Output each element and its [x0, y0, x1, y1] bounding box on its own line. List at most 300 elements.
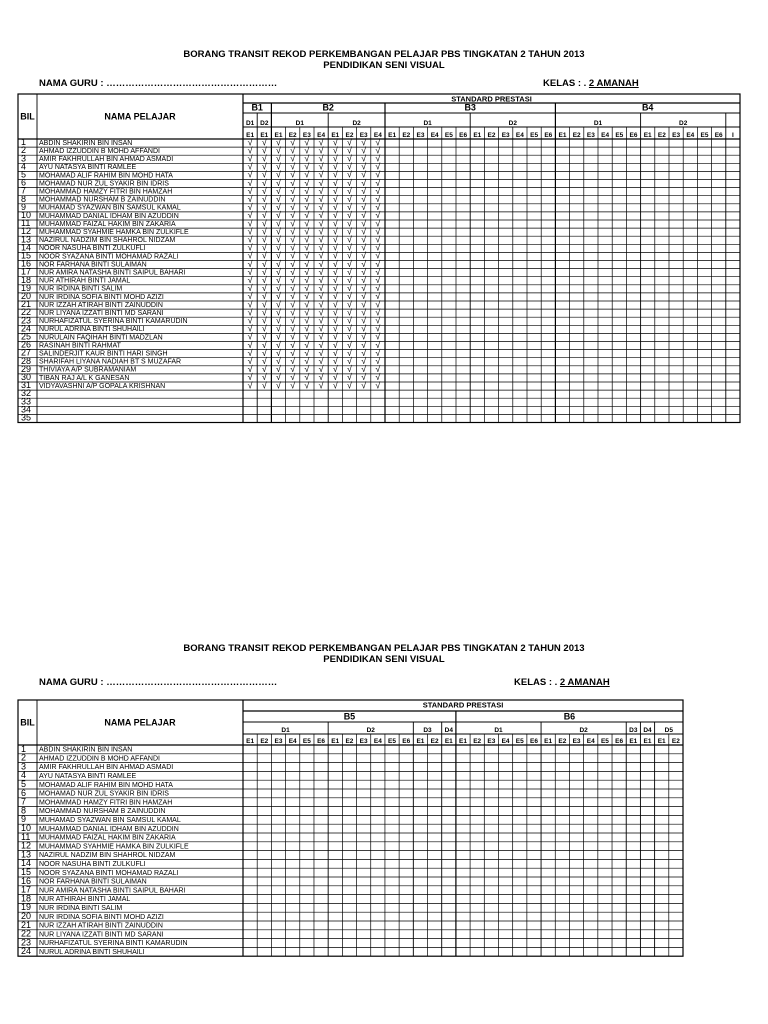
evidence-label-e3: E3: [586, 132, 595, 139]
row-number: 35: [21, 412, 32, 423]
tick-mark: √: [247, 356, 253, 366]
tick-mark: √: [347, 210, 352, 221]
row-number: 12: [21, 226, 32, 237]
tick-mark: √: [290, 291, 296, 302]
band-label-b1: B1: [251, 102, 263, 113]
student-name: NURUL ADRINA BINTI SHUHAILI: [39, 326, 145, 334]
teacher-name-field: NAMA GURU : ………………………………………………: [39, 78, 278, 89]
evidence-label-e6: E6: [714, 132, 723, 139]
bil-header: BIL: [20, 111, 35, 122]
tick-mark: √: [332, 291, 338, 302]
tick-mark: √: [261, 339, 267, 350]
bil-header: BIL: [20, 717, 35, 728]
tick-mark: √: [375, 210, 381, 221]
tick-mark: √: [361, 161, 367, 172]
evidence-label-e3: E3: [302, 132, 311, 139]
evidence-label-e6: E6: [317, 738, 326, 745]
student-name: MOHAMAD NUR ZUL SYAKIR BIN IDRIS: [39, 180, 169, 188]
tick-mark: √: [247, 194, 253, 204]
tick-mark: √: [290, 323, 296, 334]
tick-mark: √: [375, 234, 381, 245]
tick-mark: √: [261, 194, 267, 204]
tick-mark: √: [304, 153, 310, 164]
tick-mark: √: [332, 250, 338, 261]
row-number: 1: [21, 137, 27, 148]
row-number: 15: [21, 867, 32, 877]
band-label-b4: B4: [641, 102, 654, 113]
tick-mark: √: [332, 299, 338, 310]
tick-mark: √: [290, 169, 296, 180]
student-name: MUHAMMAD DANIAL IDHAM BIN AZUDDIN: [39, 212, 179, 220]
tick-mark: √: [332, 137, 338, 148]
tick-mark: √: [332, 331, 338, 342]
row-number: 19: [21, 902, 32, 913]
row-number: 6: [21, 787, 27, 798]
tick-mark: √: [318, 315, 324, 326]
tick-mark: √: [332, 194, 338, 204]
tick-mark: √: [261, 315, 267, 326]
descriptor-label-d2: D2: [366, 727, 375, 734]
row-number: 31: [21, 380, 32, 391]
evidence-label-e5: E5: [530, 132, 539, 139]
tick-mark: √: [247, 331, 253, 342]
tick-mark: √: [318, 194, 324, 204]
band-label-b6: B6: [563, 711, 576, 722]
tick-mark: √: [318, 250, 324, 261]
row-number: 19: [21, 282, 32, 293]
tick-mark: √: [375, 315, 381, 326]
tick-mark: √: [347, 275, 352, 285]
row-number: 6: [21, 177, 27, 188]
tick-mark: √: [347, 250, 352, 261]
tick-mark: √: [375, 185, 381, 196]
row-number: 33: [21, 396, 32, 407]
student-name: NUR IRDINA SOFIA BINTI MOHD AZIZI: [39, 913, 164, 921]
tick-mark: √: [304, 331, 310, 342]
tick-mark: √: [247, 307, 253, 318]
tick-mark: √: [347, 372, 352, 383]
tick-mark: √: [347, 258, 352, 269]
tick-mark: √: [332, 177, 338, 188]
tick-mark: √: [332, 202, 338, 213]
row-number: 22: [21, 307, 32, 318]
tick-mark: √: [375, 291, 381, 302]
tick-mark: √: [290, 258, 296, 269]
evidence-label-e3: E3: [487, 738, 496, 745]
tick-mark: √: [290, 315, 296, 326]
tick-mark: √: [247, 185, 253, 196]
tick-mark: √: [304, 210, 310, 221]
tick-mark: √: [318, 331, 324, 342]
tick-mark: √: [347, 177, 352, 188]
student-name: NUR IZZAH ATIRAH BINTI ZAINUDDIN: [39, 922, 163, 930]
tick-mark: √: [361, 275, 367, 285]
evidence-label-e4: E4: [515, 132, 524, 139]
tick-mark: √: [261, 145, 267, 156]
tick-mark: √: [290, 234, 296, 245]
tick-mark: √: [276, 291, 281, 302]
evidence-label-e5: E5: [600, 738, 609, 745]
tick-mark: √: [361, 250, 367, 261]
evidence-label-e5: E5: [615, 132, 624, 139]
row-number: 8: [21, 193, 27, 204]
tick-mark: √: [276, 185, 281, 196]
tick-mark: √: [361, 169, 367, 180]
tick-mark: √: [290, 331, 296, 342]
tick-mark: √: [276, 145, 281, 156]
tick-mark: √: [290, 347, 296, 358]
tick-mark: √: [304, 161, 310, 172]
tick-mark: √: [261, 210, 267, 221]
tick-mark: √: [290, 177, 296, 188]
evidence-label-e5: E5: [302, 738, 311, 745]
evidence-label-e3: E3: [359, 132, 368, 139]
tick-mark: √: [318, 347, 324, 358]
tick-mark: √: [375, 202, 381, 213]
evidence-label-e4: E4: [501, 738, 510, 745]
row-number: 28: [21, 355, 32, 366]
tick-mark: √: [290, 161, 296, 172]
row-number: 18: [21, 274, 32, 285]
record-table: [0, 92, 768, 552]
tick-mark: √: [261, 258, 267, 269]
student-name: MUHAMMAD SYAHMIE HAMKA BIN ZULKIFLE: [39, 843, 189, 851]
tick-mark: √: [290, 275, 296, 285]
evidence-label-i: I: [731, 132, 734, 139]
evidence-label-e3: E3: [416, 132, 425, 139]
tick-mark: √: [347, 226, 352, 237]
tick-mark: √: [318, 339, 324, 350]
tick-mark: √: [332, 275, 338, 285]
student-name: MOHAMAD NUR ZUL SYAKIR BIN IDRIS: [39, 790, 169, 798]
tick-mark: √: [290, 145, 296, 156]
tick-mark: √: [276, 307, 281, 318]
tick-mark: √: [261, 242, 267, 253]
tick-mark: √: [375, 250, 381, 261]
student-name: NOOR NASUHA BINTI ZULKUFLI: [39, 861, 146, 868]
tick-mark: √: [318, 364, 324, 375]
tick-mark: √: [361, 177, 367, 188]
tick-mark: √: [276, 226, 281, 237]
tick-mark: √: [347, 356, 352, 366]
tick-mark: √: [347, 242, 352, 253]
row-number: 17: [21, 266, 32, 277]
tick-mark: √: [304, 194, 310, 204]
tick-mark: √: [290, 372, 296, 383]
student-name: AMIR FAKHRULLAH BIN AHMAD ASMADI: [39, 764, 174, 772]
record-table: [0, 698, 768, 1024]
tick-mark: √: [276, 323, 281, 334]
row-number: 2: [21, 752, 27, 763]
student-name: NUR LIYANA IZZATI BINTI MD SARANI: [39, 310, 164, 317]
tick-mark: √: [318, 258, 324, 269]
tick-mark: √: [247, 266, 253, 277]
student-name: NUR ATHIRAH BINTI JAMAL: [39, 277, 131, 285]
tick-mark: √: [318, 210, 324, 221]
tick-mark: √: [261, 177, 267, 188]
tick-mark: √: [276, 275, 281, 285]
tick-mark: √: [304, 169, 310, 180]
tick-mark: √: [304, 275, 310, 285]
row-number: 4: [21, 770, 27, 781]
tick-mark: √: [276, 137, 281, 148]
student-name: AMIR FAKHRULLAH BIN AHMAD ASMADI: [39, 156, 174, 164]
row-number: 5: [21, 779, 27, 789]
evidence-label-e1: E1: [643, 132, 652, 139]
row-number: 20: [21, 911, 32, 921]
tick-mark: √: [276, 299, 281, 310]
student-name: AYU NATASYA BINTI RAMLEE: [39, 773, 137, 780]
tick-mark: √: [290, 364, 296, 375]
tick-mark: √: [318, 161, 324, 172]
tick-mark: √: [261, 218, 267, 229]
class-field: [543, 78, 639, 89]
tick-mark: √: [361, 218, 367, 229]
evidence-label-e1: E1: [444, 738, 453, 745]
row-number: 4: [21, 161, 27, 172]
tick-mark: √: [304, 250, 310, 261]
evidence-label-e2: E2: [345, 132, 354, 139]
student-name: MOHAMMAD NURSHAM B ZAINUDDIN: [39, 808, 166, 816]
tick-mark: √: [318, 275, 324, 285]
tick-mark: √: [261, 380, 267, 391]
tick-mark: √: [261, 331, 267, 342]
tick-mark: √: [247, 177, 253, 188]
evidence-label-e2: E2: [572, 132, 581, 139]
tick-mark: √: [247, 250, 253, 261]
tick-mark: √: [290, 194, 296, 204]
teacher-name-field: NAMA GURU : ………………………………………………: [39, 677, 278, 688]
tick-mark: √: [318, 185, 324, 196]
tick-mark: √: [375, 242, 381, 253]
tick-mark: √: [361, 145, 367, 156]
student-name: NUR AMIRA NATASHA BINTI SAIPUL BAHARI: [39, 269, 186, 277]
tick-mark: √: [347, 137, 352, 148]
student-name: NURUL ADRINA BINTI SHUHAILI: [39, 949, 145, 956]
evidence-label-e1: E1: [260, 132, 269, 139]
evidence-label-e1: E1: [459, 738, 467, 745]
tick-mark: √: [361, 283, 367, 294]
student-name: MOHAMMAD HAMZY FITRI BIN HAMZAH: [39, 799, 173, 807]
tick-mark: √: [375, 169, 381, 180]
evidence-label-e3: E3: [501, 132, 510, 139]
tick-mark: √: [276, 169, 281, 180]
tick-mark: √: [247, 291, 253, 302]
band-label-b5: B5: [343, 711, 356, 722]
tick-mark: √: [304, 137, 310, 148]
evidence-label-e2: E2: [288, 132, 297, 139]
tick-mark: √: [247, 234, 253, 245]
tick-mark: √: [332, 356, 338, 366]
tick-mark: √: [361, 307, 367, 318]
row-number: 3: [21, 153, 27, 164]
tick-mark: √: [247, 218, 253, 229]
row-number: 21: [21, 919, 32, 930]
tick-mark: √: [304, 380, 310, 391]
row-number: 12: [21, 840, 32, 851]
tick-mark: √: [332, 307, 338, 318]
tick-mark: √: [361, 266, 367, 277]
tick-mark: √: [261, 347, 267, 358]
row-number: 30: [21, 372, 32, 382]
tick-mark: √: [318, 202, 324, 213]
tick-mark: √: [290, 307, 296, 318]
nama-pelajar-header: NAMA PELAJAR: [104, 111, 176, 122]
tick-mark: √: [261, 307, 267, 318]
row-number: 10: [21, 210, 32, 220]
evidence-label-e5: E5: [388, 738, 397, 745]
evidence-label-e1: E1: [629, 738, 638, 745]
tick-mark: √: [375, 380, 381, 391]
evidence-label-e1: E1: [473, 132, 482, 139]
student-name: NOOR NASUHA BINTI ZULKUFLI: [39, 245, 146, 253]
row-number: 24: [21, 946, 32, 957]
tick-mark: √: [247, 153, 253, 164]
tick-mark: √: [375, 347, 381, 358]
band-label-b2: B2: [322, 102, 334, 113]
tick-mark: √: [361, 315, 367, 326]
tick-mark: √: [375, 299, 381, 310]
tick-mark: √: [318, 380, 324, 391]
tick-mark: √: [290, 202, 296, 213]
tick-mark: √: [290, 185, 296, 196]
tick-mark: √: [290, 339, 296, 350]
tick-mark: √: [261, 202, 267, 213]
tick-mark: √: [361, 258, 367, 269]
evidence-label-e6: E6: [544, 132, 553, 139]
tick-mark: √: [304, 315, 310, 326]
student-name: MUHAMMAD FAIZAL HAKIM BIN ZAKARIA: [39, 834, 176, 842]
student-name: TIBAN RAJ A/L K GANESAN: [39, 374, 130, 382]
tick-mark: √: [290, 137, 296, 148]
evidence-label-e4: E4: [430, 132, 439, 139]
form-subtitle: PENDIDIKAN SENI VISUAL: [323, 654, 445, 665]
tick-mark: √: [261, 364, 267, 375]
tick-mark: √: [290, 210, 296, 221]
tick-mark: √: [304, 145, 310, 156]
row-number: 7: [21, 185, 27, 196]
evidence-label-e5: E5: [700, 132, 709, 139]
tick-mark: √: [276, 161, 281, 172]
tick-mark: √: [261, 226, 267, 237]
tick-mark: √: [290, 226, 296, 237]
descriptor-label-d1: D1: [295, 120, 304, 127]
row-number: 34: [21, 404, 32, 415]
student-name: MUHAMAD SYAZWAN BIN SAMSUL KAMAL: [39, 204, 181, 212]
tick-mark: √: [247, 210, 253, 221]
row-number: 5: [21, 169, 27, 180]
row-number: 14: [21, 242, 32, 253]
tick-mark: √: [318, 291, 324, 302]
student-name: NURHAFIZATUL SYERINA BINTI KAMARUDIN: [39, 318, 188, 326]
student-name: NOR FARHANA BINTI SULAIMAN: [39, 878, 147, 886]
tick-mark: √: [375, 153, 381, 164]
tick-mark: √: [276, 210, 281, 221]
tick-mark: √: [318, 218, 324, 229]
evidence-label-e2: E2: [402, 132, 411, 139]
student-name: MUHAMMAD FAIZAL HAKIM BIN ZAKARIA: [39, 220, 176, 228]
row-number: 32: [21, 388, 32, 399]
tick-mark: √: [304, 234, 310, 245]
student-name: SHARIFAH LIYANA NADIAH BT S MUZAFAR: [39, 358, 182, 366]
tick-mark: √: [247, 299, 253, 310]
descriptor-label-d4: D4: [643, 727, 652, 734]
nama-pelajar-header: NAMA PELAJAR: [104, 717, 176, 728]
tick-mark: √: [304, 202, 310, 213]
tick-mark: √: [361, 364, 367, 375]
tick-mark: √: [361, 210, 367, 221]
student-name: NUR AMIRA NATASHA BINTI SAIPUL BAHARI: [39, 887, 186, 895]
tick-mark: √: [332, 380, 338, 391]
evidence-label-e1: E1: [388, 132, 397, 139]
tick-mark: √: [332, 161, 338, 172]
tick-mark: √: [247, 339, 253, 350]
descriptor-label-d1: D1: [593, 120, 603, 127]
tick-mark: √: [347, 331, 352, 342]
tick-mark: √: [361, 137, 367, 148]
tick-mark: √: [332, 372, 338, 383]
tick-mark: √: [361, 331, 367, 342]
tick-mark: √: [375, 161, 381, 172]
student-name: NUR IRDINA BINTI SALIM: [39, 905, 123, 912]
student-name: NUR ATHIRAH BINTI JAMAL: [39, 896, 131, 904]
tick-mark: √: [332, 153, 338, 164]
tick-mark: √: [276, 234, 281, 245]
evidence-label-e1: E1: [544, 738, 553, 745]
class-value: 2 AMANAH: [588, 78, 639, 89]
tick-mark: √: [276, 266, 281, 277]
student-name: THIVIAYA A/P SUBRAMANIAM: [39, 366, 137, 374]
tick-mark: √: [347, 347, 352, 358]
tick-mark: √: [318, 307, 324, 318]
tick-mark: √: [332, 145, 338, 156]
tick-mark: √: [361, 347, 367, 358]
band-label-b3: B3: [464, 102, 476, 113]
tick-mark: √: [332, 364, 338, 375]
tick-mark: √: [332, 283, 338, 294]
tick-mark: √: [247, 169, 253, 180]
tick-mark: √: [347, 339, 352, 350]
evidence-label-e2: E2: [487, 132, 496, 139]
tick-mark: √: [347, 380, 352, 391]
tick-mark: √: [261, 137, 267, 148]
tick-mark: √: [332, 315, 338, 326]
tick-mark: √: [375, 145, 381, 156]
tick-mark: √: [247, 137, 253, 148]
evidence-label-e2: E2: [473, 738, 482, 745]
student-name: NURHAFIZATUL SYERINA BINTI KAMARUDIN: [39, 940, 188, 948]
tick-mark: √: [318, 323, 324, 334]
tick-mark: √: [318, 145, 324, 156]
tick-mark: √: [276, 250, 281, 261]
evidence-label-e1: E1: [246, 738, 255, 745]
row-number: 10: [21, 823, 32, 833]
tick-mark: √: [276, 315, 281, 326]
tick-mark: √: [304, 356, 310, 366]
tick-mark: √: [247, 347, 253, 358]
tick-mark: √: [304, 258, 310, 269]
tick-mark: √: [375, 137, 381, 148]
student-name: NUR IZZAH ATIRAH BINTI ZAINUDDIN: [39, 301, 163, 309]
tick-mark: √: [347, 145, 352, 156]
student-name: VIDYAVASHNI A/P GOPALA KRISHNAN: [39, 382, 166, 390]
tick-mark: √: [318, 299, 324, 310]
tick-mark: √: [347, 169, 352, 180]
class-label: KELAS : .: [514, 677, 558, 688]
tick-mark: √: [375, 356, 381, 366]
row-number: 8: [21, 805, 27, 816]
tick-mark: √: [347, 315, 352, 326]
